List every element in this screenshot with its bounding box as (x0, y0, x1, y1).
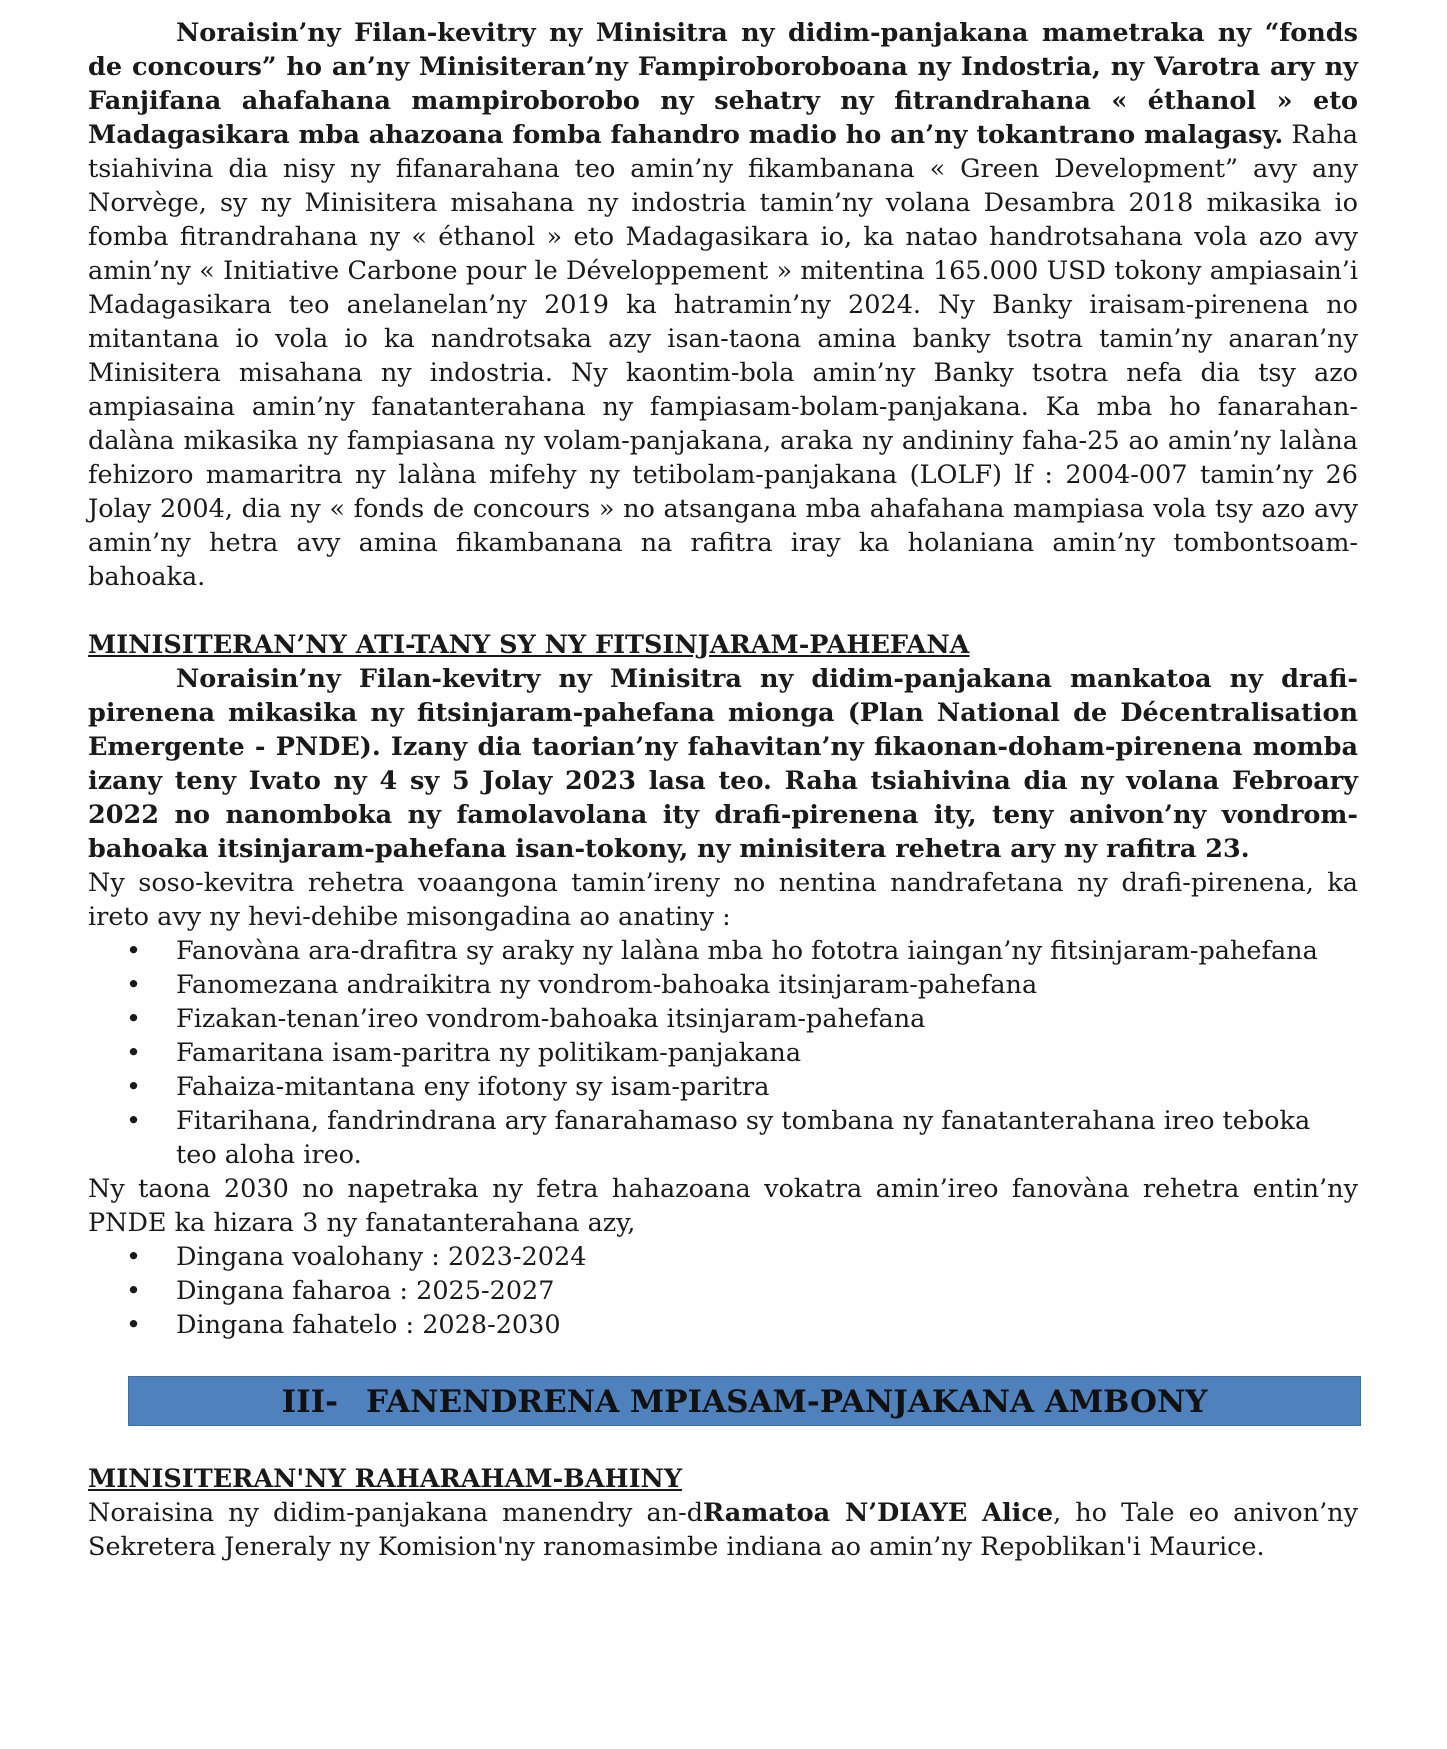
list-item-text: Dingana faharoa : 2025-2027 (176, 1276, 555, 1306)
list-item-text: Dingana fahatelo : 2028-2030 (176, 1310, 561, 1340)
bullet-icon: • (126, 936, 142, 966)
list-item-text: Fizakan-tenan’ireo vondrom-bahoaka itsinjaram-pahefana (176, 1004, 926, 1034)
list-item-text: Fanovàna ara-drafitra sy araky ny lalàna mba ho fototra iaingan’ny fitsinjaram-pahefana (176, 936, 1318, 966)
bullet-icon: • (126, 1004, 142, 1034)
spacer (88, 1342, 1358, 1376)
key-points-list (88, 934, 1358, 1172)
intro-paragraph (88, 16, 1358, 594)
bullet-icon: • (126, 1242, 142, 1272)
appointment-text-before: Noraisina ny didim-panjakana manendry an-d (88, 1498, 704, 1528)
appointee-name: Ramatoa N’DIAYE Alice (703, 1498, 1054, 1528)
list-item (88, 1240, 1358, 1274)
banner-number: III- (281, 1384, 338, 1420)
intro-body-text: Raha tsiahivina dia nisy ny fifanarahana teo amin’ny fikambanana « Green Development” avy any Norvège, sy ny Minisitera misahana ny indostria tamin’ny volana Desambra 2018 mikasika io fomba fitrandrahana ny « éthanol » eto Madagasikara io, ka natao handrotsahana vola azo avy amin’ny « Initiative Carbone pour le Développement » mitentina 165.000 USD tokony ampiasain’i Madagasikara teo anelanelan’ny 2019 ka hatramin’ny 2024. Ny Banky iraisam-pirenena no mitantana io vola io ka nandrotsaka azy isan-taona amina banky tsotra tamin’ny anaran’ny Minisitera misahana ny indostria. Ny kaontim-bola amin’ny Banky tsotra nefa dia tsy azo ampiasaina amin’ny fanatanterahana ny fampiasam-bolam-panjakana. Ka mba ho fanarahan-dalàna mikasika ny fampiasana ny volam-panjakana, araka ny andininy faha-25 ao amin’ny lalàna fehizoro mamaritra ny lalàna mifehy ny tetibolam-panjakana (LOLF) lf : 2004-007 tamin’ny 26 Jolay 2004, dia ny « fonds de concours » no atsangana mba ahafahana mampiasa vola tsy azo avy amin’ny hetra avy amina fikambanana na rafitra iray ka holaniana amin’ny tombontsoam-bahoaka. (88, 120, 1358, 592)
list-item (88, 1070, 1358, 1104)
document-page (88, 16, 1358, 1564)
bullet-icon: • (126, 1310, 142, 1340)
bullet-icon: • (126, 1072, 142, 1102)
phases-list (88, 1240, 1358, 1342)
list-item (88, 1274, 1358, 1308)
spacer (88, 1426, 1358, 1462)
appointment-text-after: , ho Tale eo anivon’ny Sekretera Jeneraly ny Komision'ny ranomasimbe indiana ao amin’ny Repoblikan'i Maurice. (88, 1498, 1359, 1562)
list-item-text: Dingana voalohany : 2023-2024 (176, 1242, 587, 1272)
decentralisation-goal-text: Ny taona 2030 no napetraka ny fetra hahazoana vokatra amin’ireo fanovàna rehetra entin’ny PNDE ka hizara 3 ny fanatanterahana azy, (88, 1174, 1358, 1238)
list-item (88, 968, 1358, 1002)
intro-bold-text: Noraisin’ny Filan-kevitry ny Minisitra ny didim-panjakana mametraka ny “fonds de concours” ho an’ny Minisiteran’ny Fampiroboroboana ny Indostria, ny Varotra ary ny Fanjifana ahafahana mampiroborobo ny sehatry ny fitrandrahana « éthanol » eto Madagasikara mba ahazoana fomba fahandro madio ho an’ny tokantrano malagasy. (88, 18, 1358, 150)
list-item-text: Fahaiza-mitantana eny ifotony sy isam-paritra (176, 1072, 770, 1102)
banner-title: FANENDRENA MPIASAM-PANJAKANA AMBONY (365, 1384, 1208, 1420)
list-item (88, 1104, 1358, 1172)
list-item-text: Fitarihana, fandrindrana ary fanarahamaso sy tombana ny fanatanterahana ireo teboka teo aloha ireo. (176, 1106, 1311, 1170)
decentralisation-bold-paragraph (88, 662, 1358, 866)
list-item (88, 934, 1358, 968)
bullet-icon: • (126, 970, 142, 1000)
list-item (88, 1308, 1358, 1342)
list-item-text: Fanomezana andraikitra ny vondrom-bahoaka itsinjaram-pahefana (176, 970, 1038, 1000)
section-heading-foreign-affairs: MINISITERAN'NY RAHARAHAM-BAHINY (88, 1464, 683, 1494)
bullet-icon: • (126, 1106, 142, 1136)
section-heading-decentralisation: MINISITERAN’NY ATI-TANY SY NY FITSINJARAM-PAHEFANA (88, 630, 970, 660)
section-banner (128, 1376, 1361, 1426)
decentralisation-intro-text: Ny soso-kevitra rehetra voaangona tamin’ireny no nentina nandrafetana ny drafi-pirenena, ka ireto avy ny hevi-dehibe misongadina ao anatiny : (88, 868, 1358, 932)
foreign-affairs-paragraph (88, 1496, 1358, 1564)
decentralisation-bold-text: Noraisin’ny Filan-kevitry ny Minisitra ny didim-panjakana mankatoa ny drafi-pirenena mikasika ny fitsinjaram-pahefana mionga (Plan National de Décentralisation Emergente - PNDE). Izany dia taorian’ny fahavitan’ny fikaonan-doham-pirenena momba izany teny Ivato ny 4 sy 5 Jolay 2023 lasa teo. Raha tsiahivina dia ny volana Febroary 2022 no nanomboka ny famolavolana ity drafi-pirenena ity, teny anivon’ny vondrom-bahoaka itsinjaram-pahefana isan-tokony, ny minisitera rehetra ary ny rafitra 23. (88, 664, 1358, 864)
list-item (88, 1002, 1358, 1036)
bullet-icon: • (126, 1038, 142, 1068)
list-item-text: Famaritana isam-paritra ny politikam-panjakana (176, 1038, 802, 1068)
spacer (88, 594, 1358, 628)
bullet-icon: • (126, 1276, 142, 1306)
list-item (88, 1036, 1358, 1070)
